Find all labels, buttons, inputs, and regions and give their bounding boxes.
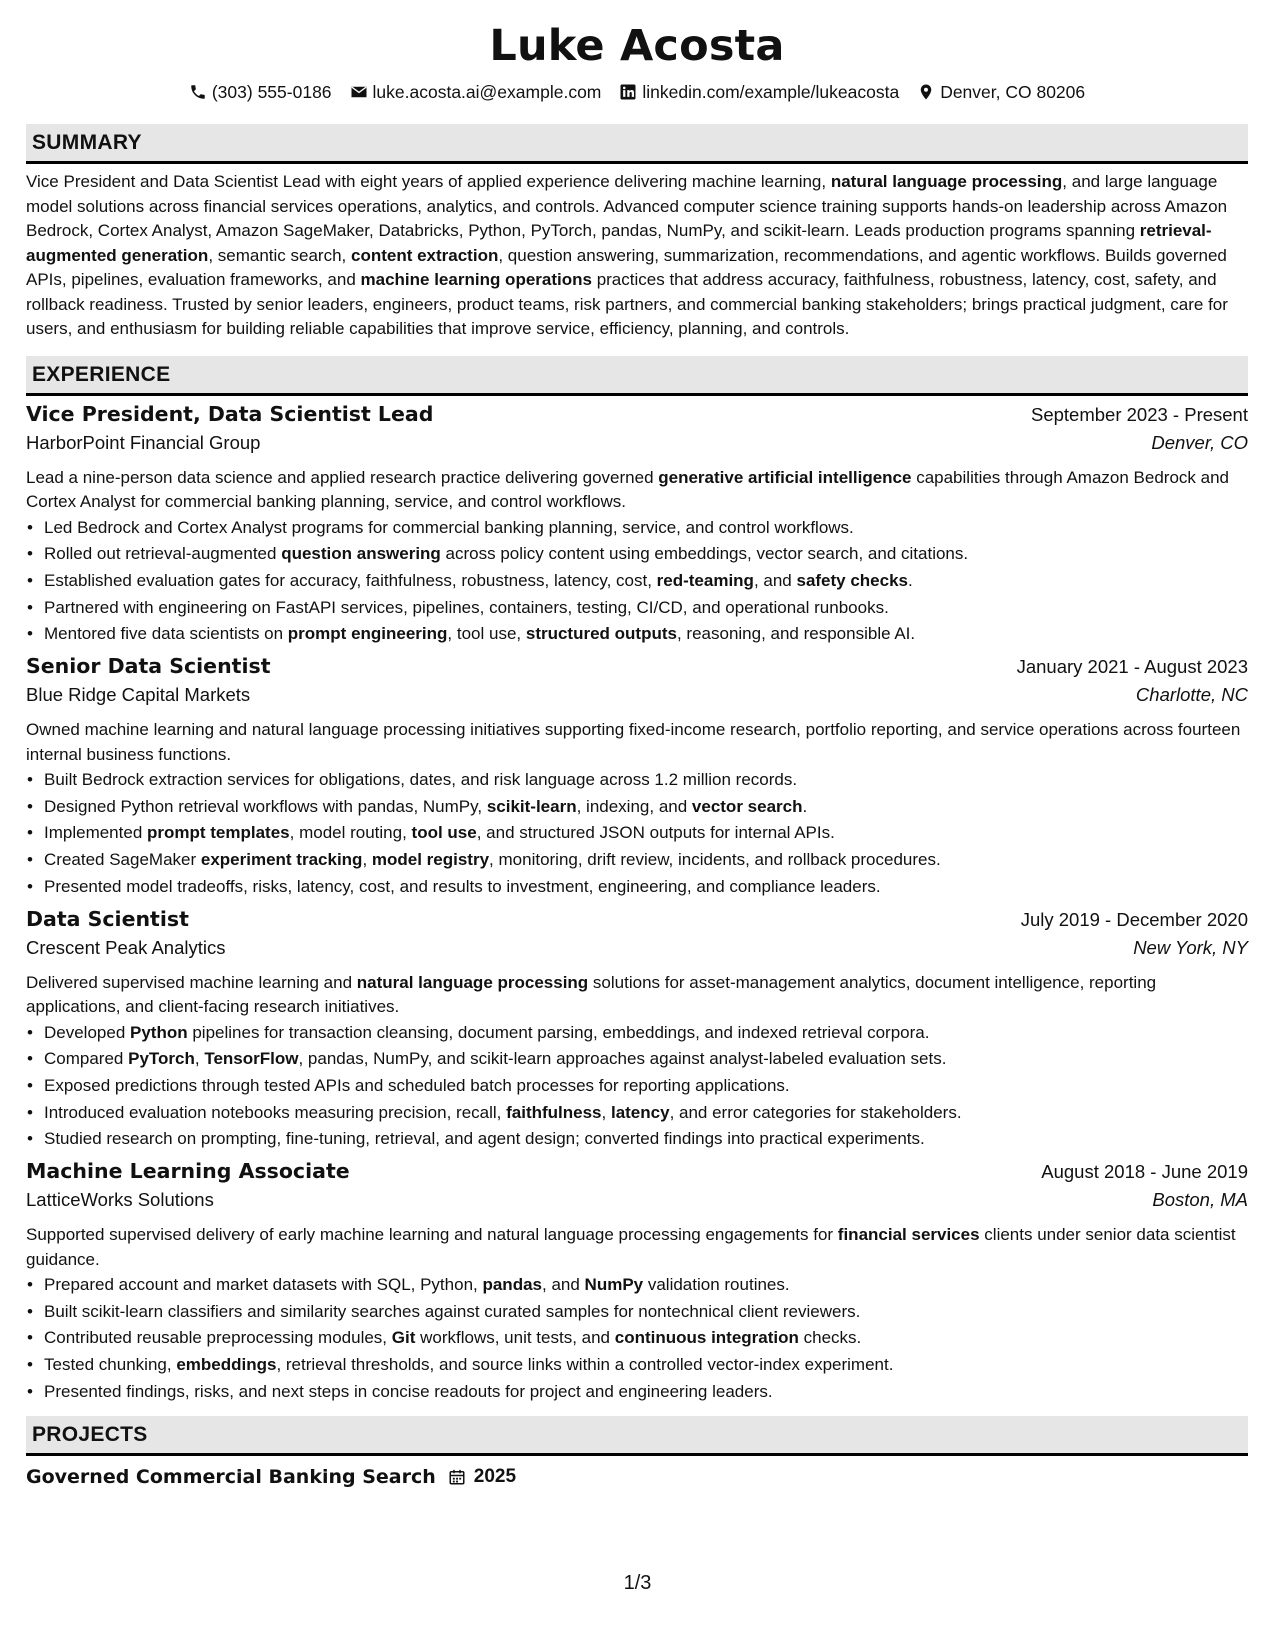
job-description [26,466,1248,515]
text-run: , tool use, [447,624,526,644]
bullet-item [44,1046,1248,1073]
resume-page [26,18,1248,1494]
bold-keyword: Python [130,1022,188,1042]
bullet-item [44,541,1248,568]
job-title: Machine Learning Associate [26,1159,350,1184]
company-name: Crescent Peak Analytics [26,936,226,958]
contact-location [917,82,1085,103]
bullet-item [44,767,1248,794]
text-run: across policy content using embeddings, vector search, and citations. [440,544,969,564]
job-subheader [26,1189,1248,1219]
text-run: Supported supervised delivery of early machine learning and natural language processing engagements for [26,1225,838,1245]
bullet-item [44,1352,1248,1379]
text-run: Designed Python retrieval workflows with pandas, NumPy, [44,796,487,816]
bold-keyword: prompt templates [147,823,290,843]
project-year-text: 2025 [473,1465,517,1487]
text-run: Vice President and Data Scientist Lead with eight years of applied experience delivering machine learning, [26,172,831,191]
bullet-item [44,1379,1248,1406]
bold-keyword: natural language processing [356,972,589,992]
text-run: Tested chunking, [44,1355,177,1375]
bullet-item [44,595,1248,622]
text-run: clients under senior data scientist guidance. [26,1225,1236,1269]
text-run: Compared [44,1049,129,1069]
contact-bar [26,80,1248,104]
job-entry [26,907,1248,1154]
phone-icon [189,83,207,101]
text-run: Developed [44,1022,131,1042]
job-header [26,654,1248,684]
job-dates: September 2023 - Present [1031,403,1248,425]
project-date [448,1466,516,1488]
job-entry [26,654,1248,901]
text-run: Prepared account and market datasets with SQL, Python, [44,1275,483,1295]
job-dates: August 2018 - June 2019 [1041,1161,1248,1183]
bullet-item [44,621,1248,648]
email-text: luke.acosta.ai@example.com [372,81,602,102]
job-subheader [26,432,1248,462]
job-location: New York, NY [1133,936,1248,958]
job-title: Data Scientist [26,906,189,931]
calendar-icon [448,1468,466,1486]
job-header [26,402,1248,432]
text-run: , [194,1049,205,1069]
job-subheader [26,937,1248,967]
linkedin-text: linkedin.com/example/lukeacosta [642,81,900,102]
project-title: Governed Commercial Banking Search [26,1465,436,1488]
job-dates: January 2021 - August 2023 [1016,656,1248,678]
phone-text: (303) 555-0186 [211,81,332,102]
contact-linkedin[interactable] [619,82,899,103]
bold-keyword: scikit-learn [486,796,577,816]
text-run: , and large language model solutions across financial services operations, analytics, and controls. Advanced computer science training supports hands-on leadership across Amazon Bedrock, Cortex Analyst, Amazon SageMaker, Databricks, Python, PyTorch, pandas, NumPy, and scikit-learn. Leads production programs spanning [26,172,1228,240]
project-item [26,1460,1248,1494]
job-bullets [26,515,1248,649]
job-bullets [26,1020,1248,1154]
candidate-name: Luke Acosta [489,21,785,71]
text-run: , [601,1102,611,1122]
summary-heading: SUMMARY [26,124,1248,164]
job-header [26,907,1248,937]
bullet-item [44,1020,1248,1047]
job-title: Senior Data Scientist [26,654,271,679]
text-run: , and structured JSON outputs for internal APIs. [476,823,835,843]
text-run: , reasoning, and responsible AI. [676,624,916,644]
summary-text [26,170,1248,342]
bullet-item [44,1100,1248,1127]
text-run: , model routing, [289,823,412,843]
bold-keyword: TensorFlow [204,1049,299,1069]
job-subheader [26,684,1248,714]
experience-list [26,402,1248,1406]
bold-keyword: faithfulness [506,1102,602,1122]
bold-keyword: safety checks [796,570,909,590]
bold-keyword: tool use [411,823,477,843]
text-run: Led Bedrock and Cortex Analyst programs for commercial banking planning, service, and control workflows. [44,517,854,537]
page-number: 1/3 [623,1572,652,1594]
job-location: Denver, CO [1151,431,1248,453]
bold-keyword: pandas [482,1275,542,1295]
text-run: Rolled out retrieval-augmented [44,544,282,564]
bullet-item [44,1272,1248,1299]
bold-keyword: latency [610,1102,670,1122]
text-run: Established evaluation gates for accuracy, faithfulness, robustness, latency, cost, [44,570,657,590]
job-header [26,1159,1248,1189]
text-run: Presented findings, risks, and next steps in concise readouts for project and engineering leaders. [44,1381,773,1401]
text-run: Studied research on prompting, fine-tuning, retrieval, and agent design; converted findings into practical experiments. [44,1129,925,1149]
bold-keyword: vector search [691,796,803,816]
company-name: HarborPoint Financial Group [26,431,261,453]
bold-keyword: model registry [371,850,490,870]
job-description [26,1223,1248,1272]
bold-keyword: continuous integration [614,1328,799,1348]
contact-phone [189,82,332,103]
text-run: , indexing, and [576,796,692,816]
job-entry [26,1159,1248,1406]
job-location: Charlotte, NC [1135,684,1248,706]
text-run: Mentored five data scientists on [44,624,288,644]
bold-keyword: natural language processing [830,172,1063,191]
bold-keyword: NumPy [584,1275,644,1295]
job-description [26,718,1248,767]
bold-keyword: retrieval-augmented generation [26,221,1212,265]
bullet-item [44,1073,1248,1100]
bold-keyword: embeddings [176,1355,277,1375]
projects-heading: PROJECTS [26,1416,1248,1456]
text-run: , retrieval thresholds, and source links within a controlled vector-index experiment. [276,1355,894,1375]
bullet-item [44,1126,1248,1153]
bold-keyword: question answering [281,544,441,564]
job-bullets [26,1272,1248,1406]
bold-keyword: experiment tracking [200,850,363,870]
text-run: , question answering, summarization, recommendations, and agentic workflows. Builds governed APIs, pipelines, evaluation frameworks, and [26,245,1227,289]
company-name: Blue Ridge Capital Markets [26,684,251,706]
text-run: Exposed predictions through tested APIs and scheduled batch processes for reporting applications. [44,1075,790,1095]
text-run: Partnered with engineering on FastAPI services, pipelines, containers, testing, CI/CD, and operational runbooks. [44,597,889,617]
bullet-item [44,515,1248,542]
text-run: Built scikit-learn classifiers and similarity searches against curated samples for nontechnical client reviewers. [44,1301,861,1321]
text-run: . [802,796,808,816]
text-run: , [362,850,372,870]
text-run: Contributed reusable preprocessing modules, [44,1328,392,1348]
job-bullets [26,767,1248,901]
text-run: workflows, unit tests, and [415,1328,615,1348]
text-run: capabilities through Amazon Bedrock and Cortex Analyst for commercial banking planning, service, and control workflows. [26,467,1229,511]
text-run: Built Bedrock extraction services for obligations, dates, and risk language across 1.2 million records. [44,770,798,790]
text-run: validation routines. [643,1275,790,1295]
linkedin-icon [619,83,637,101]
bullet-item [44,794,1248,821]
text-run: , monitoring, drift review, incidents, and rollback procedures. [489,850,941,870]
text-run: Introduced evaluation notebooks measuring precision, recall, [44,1102,507,1122]
text-run: , and [753,570,797,590]
bold-keyword: structured outputs [525,624,677,644]
job-location: Boston, MA [1152,1189,1248,1211]
text-run: solutions for asset-management analytics, document intelligence, reporting applications, and client-facing research initiatives. [26,972,1157,1017]
text-run: Presented model tradeoffs, risks, latency, cost, and results to investment, engineering, and compliance leaders. [44,876,881,896]
text-run: pipelines for transaction cleansing, document parsing, embeddings, and indexed retrieval corpora. [187,1022,930,1042]
bullet-item [44,847,1248,874]
text-run: . [908,570,913,590]
text-run: , and error categories for stakeholders. [669,1102,962,1122]
text-run: Owned machine learning and natural language processing initiatives supporting fixed-income research, portfolio reporting, and service operations across fourteen internal business functions. [26,720,1241,764]
bold-keyword: generative artificial intelligence [658,467,912,487]
bold-keyword: Git [391,1328,416,1348]
job-description [26,971,1248,1020]
experience-heading: EXPERIENCE [26,356,1248,396]
bullet-item [44,1299,1248,1326]
job-title: Vice President, Data Scientist Lead [26,401,434,426]
bold-keyword: financial services [837,1225,980,1245]
bold-keyword: red-teaming [656,570,754,590]
text-run: Delivered supervised machine learning and [26,972,357,992]
bullet-item [44,820,1248,847]
bullet-item [44,874,1248,901]
bold-keyword: content extraction [350,245,499,265]
job-entry [26,402,1248,649]
text-run: Created SageMaker [44,850,201,870]
envelope-icon [350,83,368,101]
job-dates: July 2019 - December 2020 [1020,908,1248,930]
text-run: Lead a nine-person data science and applied research practice delivering governed [26,467,659,487]
text-run: , pandas, NumPy, and scikit-learn approaches against analyst-labeled evaluation sets. [298,1049,947,1069]
bold-keyword: machine learning operations [360,270,592,289]
company-name: LatticeWorks Solutions [26,1189,214,1211]
bullet-item [44,1325,1248,1352]
text-run: Implemented [44,823,147,843]
location-text: Denver, CO 80206 [940,81,1086,102]
bold-keyword: prompt engineering [287,624,448,644]
text-run: , and [542,1275,585,1295]
bold-keyword: PyTorch [128,1049,195,1069]
bullet-item [44,568,1248,595]
map-pin-icon [917,83,935,101]
contact-email[interactable] [350,82,602,103]
text-run: practices that address accuracy, faithfulness, robustness, latency, cost, safety, and rollback readiness. Trusted by senior leaders, engineers, product teams, risk partners, and commercial banking stakeholders; brings practical judgment, care for users, and enthusiasm for building reliable capabilities that improve service, efficiency, planning, and controls. [26,270,1228,338]
text-run: , semantic search, [208,245,351,265]
text-run: checks. [798,1328,862,1348]
